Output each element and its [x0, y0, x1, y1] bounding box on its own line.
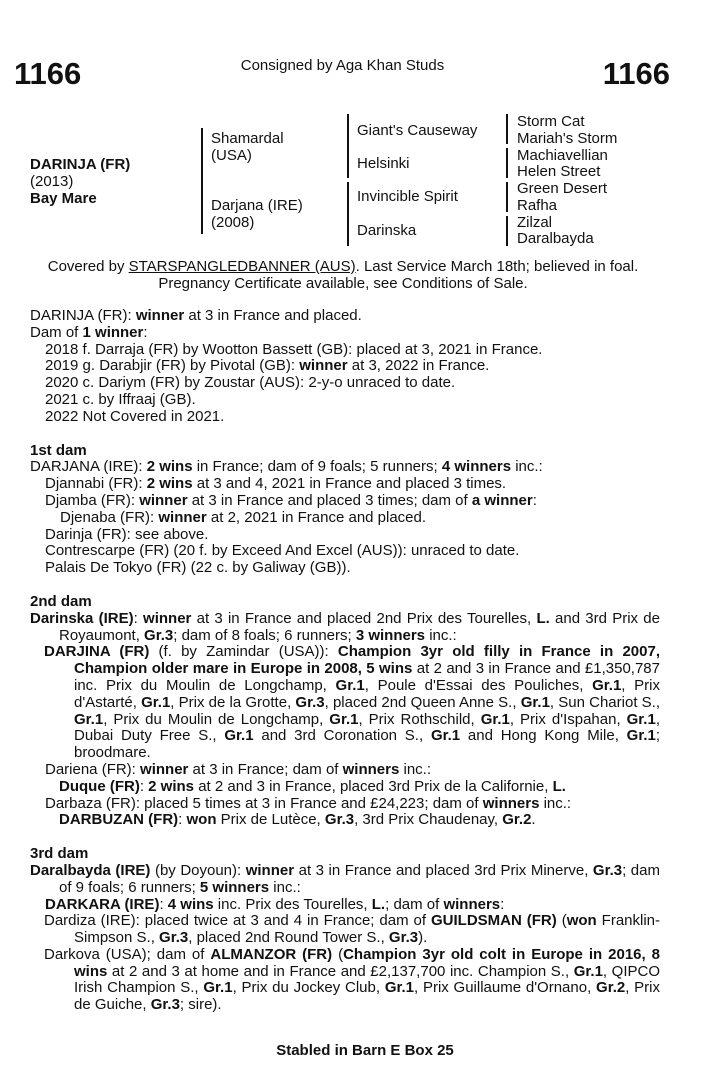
- pedigree-gen4-7: Zilzal: [517, 214, 553, 231]
- pedigree-bracket-3d: [506, 216, 508, 246]
- horse-year: (2013): [30, 173, 74, 190]
- stabled-location: Stabled in Barn E Box 25: [276, 1042, 454, 1059]
- intro-line-2: Dam of 1 winner:: [30, 323, 148, 341]
- second-dam-para-2: DARJINA (FR) (f. by Zamindar (USA)): Champion 3yr old filly in France in 2007, Champion older mare in Europe in 2008, 5 wins at 2 and 3 in France and £1,350,787 inc. Prix du Moulin de Longchamp, Gr.1, Poule d'Essai des Pouliches, Gr.1, Prix d'Astarté, Gr.1, Prix de la Grotte, Gr.3, placed 2nd Queen Anne S., Gr.1, Sun Chariot S., Gr.1, Prix du Moulin de Longchamp, Gr.1, Prix Rothschild, Gr.1, Prix d'Ispahan, Gr.1, Dubai Duty Free S., Gr.1 and 3rd Coronation S., Gr.1 and Hong Kong Mile, Gr.1; broodmare.: [44, 643, 661, 762]
- horse-identity: [30, 156, 130, 207]
- third-dam-section: [30, 846, 660, 1014]
- pedigree-sire: Shamardal (USA): [211, 130, 284, 164]
- pedigree-gen4-8: Daralbayda: [517, 230, 594, 247]
- first-dam-line-2: Djannabi (FR): 2 wins at 3 and 4, 2021 in France and placed 3 times.: [45, 475, 507, 493]
- third-dam-para-3: Dardiza (IRE): placed twice at 3 and 4 in France; dam of GUILDSMAN (FR) (won Franklin-Simpson S., Gr.3, placed 2nd Round Tower S., Gr.3).: [44, 912, 661, 947]
- second-dam-line-6: DARBUZAN (FR): won Prix de Lutèce, Gr.3, 3rd Prix Chaudenay, Gr.2.: [59, 811, 536, 829]
- pedigree-dam-dam: Darinska: [357, 222, 417, 239]
- third-dam-line-2: DARKARA (IRE): 4 wins inc. Prix des Tourelles, L.; dam of winners:: [45, 895, 505, 913]
- pedigree-dam-sire: Invincible Spirit: [357, 188, 458, 205]
- pedigree-bracket-2b: [347, 182, 349, 246]
- pedigree-sire-sire: Giant's Causeway: [357, 122, 478, 139]
- first-dam-line-5: Darinja (FR): see above.: [45, 525, 209, 543]
- covering-stallion: STARSPANGLEDBANNER (AUS): [128, 258, 356, 275]
- produce-5: 2022 Not Covered in 2021.: [45, 407, 225, 425]
- covering-info: [18, 258, 668, 292]
- third-dam-para-4: Darkova (USA); dam of ALMANZOR (FR) (Champion 3yr old colt in Europe in 2016, 8 wins at 2 and 3 at home and in France and £2,137,700 inc. Champion S., Gr.1, QIPCO Irish Champion S., Gr.1, Prix du Jockey Club, Gr.1, Prix Guillaume d'Ornano, Gr.2, Prix de Guiche, Gr.3; sire).: [44, 945, 660, 1014]
- pedigree-dam: Darjana (IRE) (2008): [211, 197, 303, 231]
- pedigree-gen4-3: Machiavellian: [517, 147, 608, 164]
- first-dam-line-4: Djenaba (FR): winner at 2, 2021 in France and placed.: [60, 508, 427, 526]
- pedigree-gen4-6: Rafha: [517, 197, 558, 214]
- first-dam-line-6: Contrescarpe (FR) (20 f. by Exceed And Excel (AUS)): unraced to date.: [45, 542, 520, 560]
- intro-line-1: DARINJA (FR): winner at 3 in France and placed.: [30, 307, 362, 324]
- pedigree-bracket-3c: [506, 182, 508, 212]
- first-dam-line-7: Palais De Tokyo (FR) (22 c. by Galiway (GB)).: [45, 559, 351, 577]
- pedigree-bracket-1: [201, 128, 203, 234]
- second-dam-line-4: Duque (FR): 2 wins at 2 and 3 in France, placed 3rd Prix de la Californie, L.: [59, 777, 566, 795]
- pedigree-bracket-3b: [506, 148, 508, 178]
- first-dam-line-3: Djamba (FR): winner at 3 in France and placed 3 times; dam of a winner:: [45, 491, 537, 509]
- second-dam-para-1: Darinska (IRE): winner at 3 in France and placed 2nd Prix des Tourelles, L. and 3rd Prix de Royaumont, Gr.3; dam of 8 foals; 6 runners; 3 winners inc.:: [30, 609, 660, 644]
- pedigree-gen4-5: Green Desert: [517, 180, 608, 197]
- third-dam-heading: 3rd dam: [30, 845, 89, 863]
- lot-number-right: 1166: [602, 56, 670, 91]
- pedigree-gen4-2: Mariah's Storm: [517, 130, 618, 147]
- pedigree-bracket-3a: [506, 114, 508, 144]
- horse-description: Bay Mare: [30, 190, 97, 207]
- lot-number-left: 1166: [14, 56, 82, 91]
- pedigree-gen4-4: Helen Street: [517, 163, 601, 180]
- second-dam-line-5: Darbaza (FR): placed 5 times at 3 in France and £24,223; dam of winners inc.:: [45, 794, 572, 812]
- covered-suffix: . Last Service March 18th; believed in foal. Pregnancy Certificate available, see Conditions of Sale.: [158, 258, 639, 292]
- first-dam-line-1: DARJANA (IRE): 2 wins in France; dam of 9 foals; 5 runners; 4 winners inc.:: [30, 458, 543, 476]
- first-dam-section: [30, 443, 660, 577]
- horse-name: DARINJA (FR): [30, 156, 131, 173]
- pedigree-bracket-2a: [347, 114, 349, 178]
- first-dam-heading: 1st dam: [30, 441, 87, 459]
- catalogue-body: [30, 308, 660, 1014]
- pedigree-gen4-1: Storm Cat: [517, 113, 585, 130]
- produce-4: 2021 c. by Iffraaj (GB).: [45, 390, 196, 408]
- consignor: Consigned by Aga Khan Studs: [240, 57, 445, 74]
- second-dam-section: [30, 594, 660, 829]
- second-dam-heading: 2nd dam: [30, 592, 92, 610]
- covered-prefix: Covered by: [47, 258, 129, 275]
- pedigree-sire-dam: Helsinki: [357, 155, 410, 172]
- produce-2: 2019 g. Darabjir (FR) by Pivotal (GB): winner at 3, 2022 in France.: [45, 357, 490, 375]
- produce-1: 2018 f. Darraja (FR) by Wootton Bassett (GB): placed at 3, 2021 in France.: [45, 340, 543, 358]
- third-dam-para-1: Daralbayda (IRE) (by Doyoun): winner at 3 in France and placed 3rd Prix Minerve, Gr.3; dam of 9 foals; 6 runners; 5 winners inc.:: [30, 861, 660, 896]
- produce-3: 2020 c. Dariym (FR) by Zoustar (AUS): 2-y-o unraced to date.: [45, 374, 456, 392]
- second-dam-line-3: Dariena (FR): winner at 3 in France; dam of winners inc.:: [45, 760, 431, 778]
- intro-section: [30, 308, 660, 426]
